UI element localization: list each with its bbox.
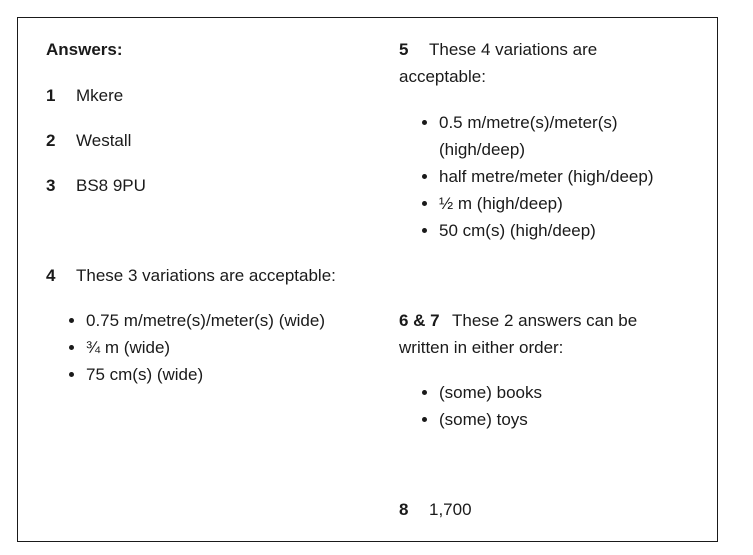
answer-4-intro: [46, 262, 336, 289]
list-item: 75 cm(s) (wide): [66, 361, 325, 388]
list-item: 50 cm(s) (high/deep): [419, 217, 689, 244]
answer-number: 4: [46, 266, 56, 285]
list-item: (some) books: [419, 379, 542, 406]
answer-text: 1,700: [429, 500, 472, 519]
bullet-icon: [69, 372, 74, 377]
answer-number: 2: [46, 131, 56, 150]
bullet-icon: [422, 174, 427, 179]
answer-number: 3: [46, 176, 56, 195]
answer-number: 1: [46, 86, 56, 105]
bullet-icon: [69, 345, 74, 350]
answer-text: These 2 answers can be written in either order:: [399, 311, 638, 357]
answer-number: 6 & 7: [399, 311, 440, 330]
answer-5-variations: [419, 109, 689, 244]
answer-4-variations: [66, 307, 325, 388]
answer-text: BS8 9PU: [76, 176, 146, 195]
answers-heading: Answers:: [46, 40, 123, 59]
answer-text: These 4 variations are acceptable:: [399, 40, 598, 86]
bullet-icon: [422, 120, 427, 125]
list-item: (some) toys: [419, 406, 542, 433]
list-item: 0.75 m/metre(s)/meter(s) (wide): [66, 307, 325, 334]
answer-6-7-intro: [399, 307, 664, 361]
bullet-icon: [422, 417, 427, 422]
answer-2: [46, 127, 131, 154]
list-item: ¾ m (wide): [66, 334, 325, 361]
answer-5-intro: [399, 36, 649, 90]
answer-3: [46, 172, 146, 199]
list-item: half metre/meter (high/deep): [419, 163, 689, 190]
answer-number: 5: [399, 40, 409, 59]
answer-number: 8: [399, 500, 409, 519]
answer-key-box: [17, 17, 718, 542]
answer-6-7-list: [419, 379, 542, 433]
bullet-icon: [422, 201, 427, 206]
bullet-icon: [422, 228, 427, 233]
answer-text: Westall: [76, 131, 132, 150]
bullet-icon: [422, 390, 427, 395]
bullet-icon: [69, 318, 74, 323]
answer-1: [46, 82, 123, 109]
list-item: ½ m (high/deep): [419, 190, 689, 217]
answer-8: [399, 496, 472, 523]
list-item: 0.5 m/metre(s)/meter(s) (high/deep): [419, 109, 654, 163]
answer-text: Mkere: [76, 86, 124, 105]
answer-text: These 3 variations are acceptable:: [76, 266, 336, 285]
